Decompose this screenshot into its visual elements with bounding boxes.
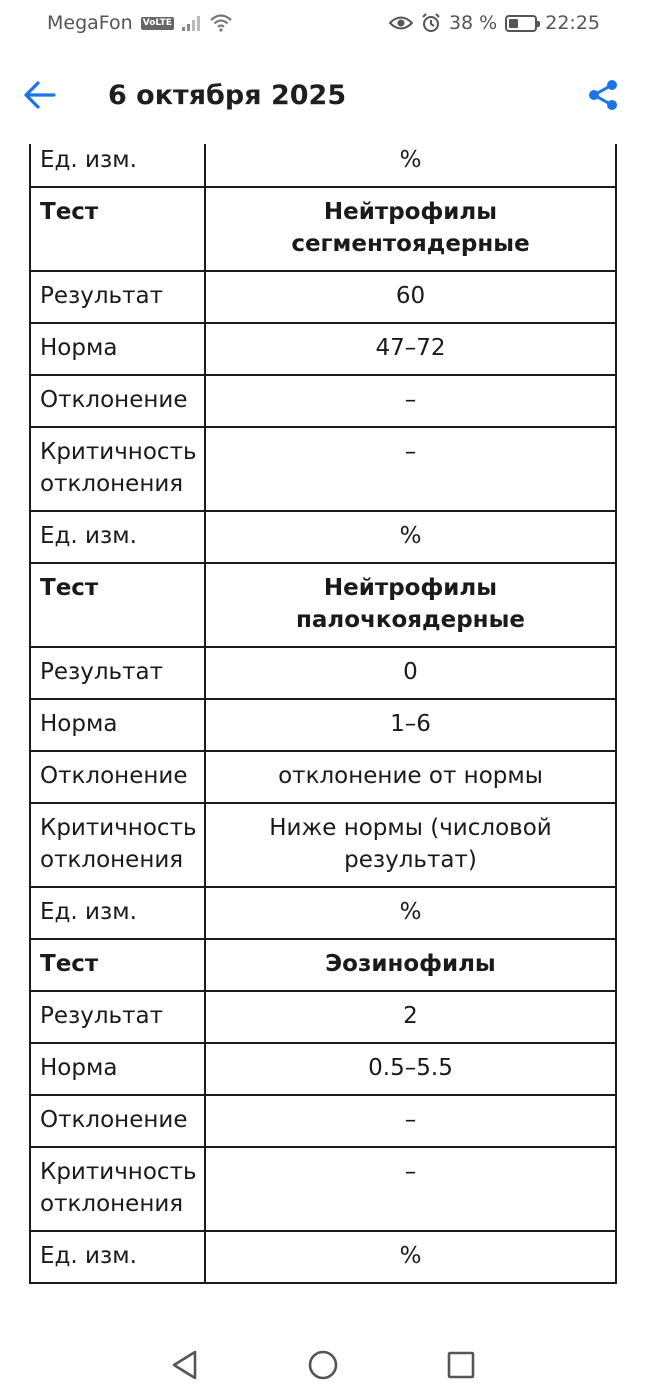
table-row <box>30 1147 616 1231</box>
home-circle-icon <box>307 1349 339 1381</box>
arrow-left-icon <box>24 81 56 109</box>
wifi-icon <box>210 14 232 32</box>
status-right <box>389 12 600 34</box>
row-value: 0 <box>205 647 616 699</box>
app-bar <box>0 46 646 144</box>
row-label: Результат <box>30 647 205 699</box>
status-bar <box>0 0 646 46</box>
table-row <box>30 1095 616 1147</box>
row-value: – <box>205 1147 616 1231</box>
battery-level <box>509 19 518 28</box>
row-value: – <box>205 427 616 511</box>
results-scroll-area[interactable] <box>0 144 646 1330</box>
table-row <box>30 427 616 511</box>
share-icon <box>588 79 618 111</box>
alarm-icon <box>421 13 441 33</box>
row-value: 60 <box>205 271 616 323</box>
table-row <box>30 144 616 187</box>
row-label: Ед. изм. <box>30 887 205 939</box>
test-name-row <box>30 939 616 991</box>
table-row <box>30 375 616 427</box>
row-value: – <box>205 375 616 427</box>
table-row <box>30 751 616 803</box>
table-row <box>30 647 616 699</box>
row-value: % <box>205 887 616 939</box>
volte-badge: VoLTE <box>142 17 172 28</box>
carrier-name: MegaFon <box>47 12 133 34</box>
row-value: 47–72 <box>205 323 616 375</box>
share-button[interactable] <box>586 78 620 112</box>
row-value: – <box>205 1095 616 1147</box>
row-value: 2 <box>205 991 616 1043</box>
eye-icon <box>389 15 413 31</box>
row-label: Критичность отклонения <box>30 1147 205 1231</box>
table-row <box>30 323 616 375</box>
table-row <box>30 887 616 939</box>
table-row <box>30 803 616 887</box>
battery-percent: 38 % <box>448 12 498 34</box>
test-name-row <box>30 563 616 647</box>
row-value: Нейтрофилы сегментоядерные <box>205 187 616 271</box>
row-label: Ед. изм. <box>30 511 205 563</box>
nav-back-button[interactable] <box>165 1345 205 1385</box>
row-label: Ед. изм. <box>30 144 205 187</box>
battery-icon <box>505 15 537 32</box>
back-button[interactable] <box>24 79 56 111</box>
status-left <box>47 12 232 34</box>
row-label: Норма <box>30 699 205 751</box>
table-row <box>30 991 616 1043</box>
back-triangle-icon <box>170 1349 200 1381</box>
nav-recents-button[interactable] <box>441 1345 481 1385</box>
row-label: Критичность отклонения <box>30 803 205 887</box>
row-value: 1–6 <box>205 699 616 751</box>
row-label: Отклонение <box>30 1095 205 1147</box>
row-label: Норма <box>30 323 205 375</box>
row-value: % <box>205 144 616 187</box>
page-title: 6 октября 2025 <box>108 79 347 111</box>
row-label: Отклонение <box>30 751 205 803</box>
row-value: % <box>205 511 616 563</box>
row-value: % <box>205 1231 616 1283</box>
row-value: 0.5–5.5 <box>205 1043 616 1095</box>
table-row <box>30 1231 616 1283</box>
clock: 22:25 <box>545 12 600 34</box>
row-label: Тест <box>30 939 205 991</box>
table-row <box>30 511 616 563</box>
row-label: Результат <box>30 991 205 1043</box>
row-value: Ниже нормы (числовой результат) <box>205 803 616 887</box>
row-label: Ед. изм. <box>30 1231 205 1283</box>
test-name-row <box>30 187 616 271</box>
row-label: Тест <box>30 563 205 647</box>
row-label: Критичность отклонения <box>30 427 205 511</box>
nav-home-button[interactable] <box>303 1345 343 1385</box>
row-value: Эозинофилы <box>205 939 616 991</box>
results-table <box>29 144 617 1284</box>
table-row <box>30 1043 616 1095</box>
row-label: Отклонение <box>30 375 205 427</box>
table-row <box>30 699 616 751</box>
system-nav-bar <box>0 1330 646 1400</box>
row-label: Норма <box>30 1043 205 1095</box>
row-value: отклонение от нормы <box>205 751 616 803</box>
recents-square-icon <box>446 1350 476 1380</box>
signal-icon <box>182 15 202 31</box>
row-label: Тест <box>30 187 205 271</box>
table-row <box>30 271 616 323</box>
row-value: Нейтрофилы палочкоядерные <box>205 563 616 647</box>
row-label: Результат <box>30 271 205 323</box>
